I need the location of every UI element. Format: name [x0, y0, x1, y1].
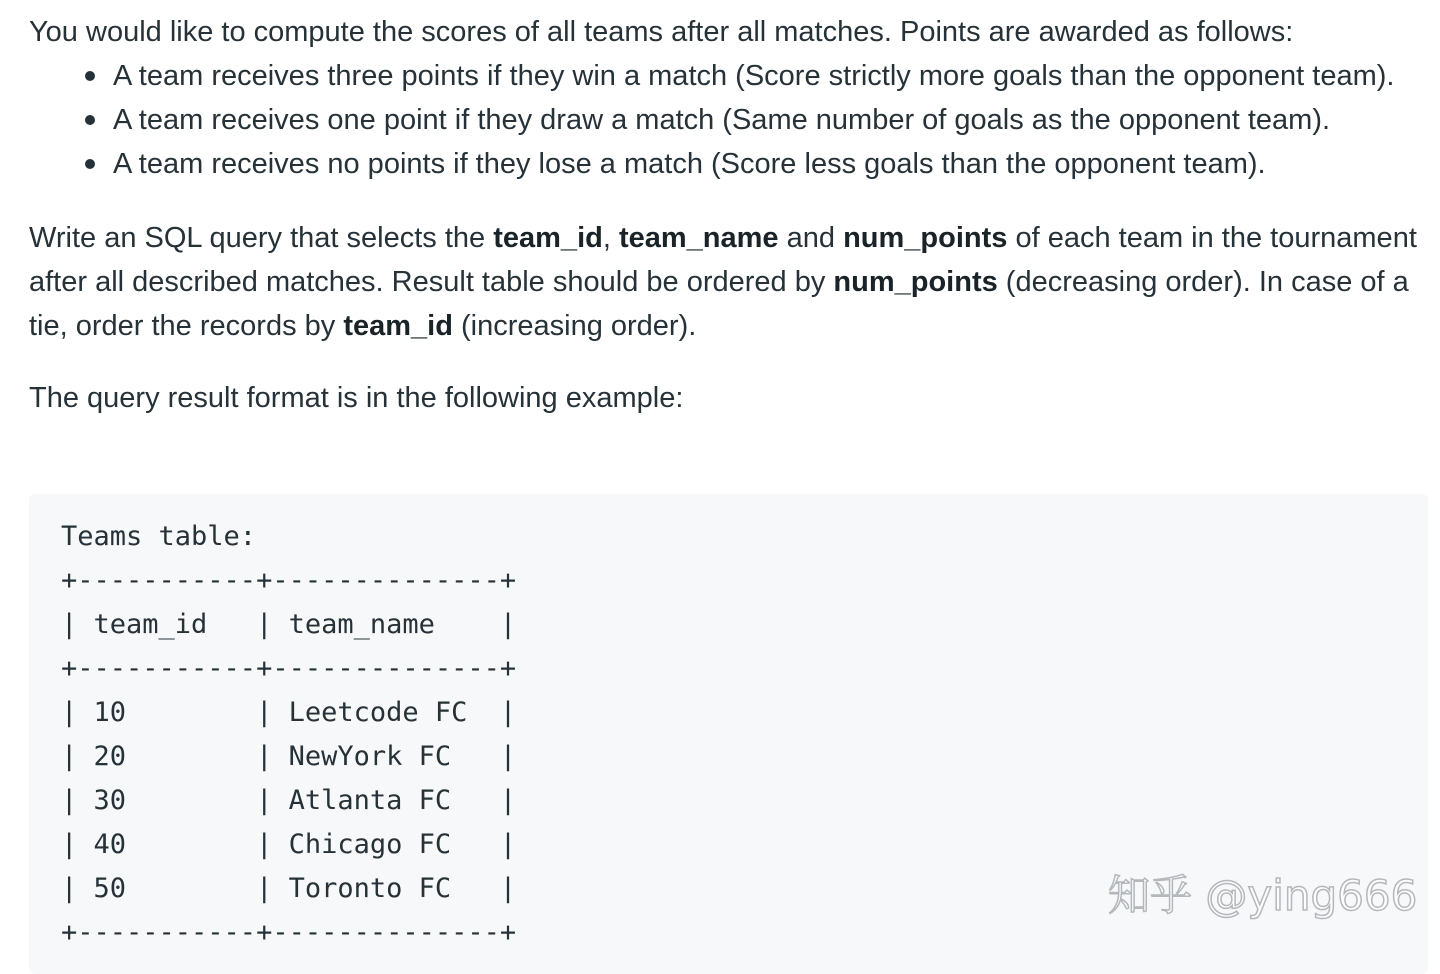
intro-text: You would like to compute the scores of all teams after all matches. Points are awarded as follows: — [29, 16, 1294, 48]
code-line-row: | 10 | Leetcode FC | — [61, 697, 517, 728]
format-text: The query result format is in the following example: — [29, 382, 684, 414]
query-text-4: of each team in the tournament after all described matches. Result table should be ordered by — [29, 222, 1417, 298]
query-bold-team-id-order: team_id — [343, 310, 453, 342]
code-line-row: | 30 | Atlanta FC | — [61, 785, 517, 816]
code-line-title: Teams table: — [61, 521, 257, 552]
query-text-6: (increasing order). — [452, 310, 697, 342]
query-bold-num-points-order: num_points — [833, 266, 998, 298]
rule-loss: A team receives no points if they lose a match (Score less goals than the opponent team). — [113, 142, 1429, 186]
query-bold-num-points: num_points — [843, 222, 1008, 254]
code-line-row: | 40 | Chicago FC | — [61, 829, 517, 860]
code-pre — [61, 515, 516, 955]
query-text-5: (decreasing order). In case of a tie, order the records by — [29, 266, 1409, 342]
code-line-row: | 20 | NewYork FC | — [61, 741, 517, 772]
scoring-rules-list — [29, 54, 1429, 186]
query-instructions — [29, 216, 1429, 348]
query-text-2: , — [602, 222, 619, 254]
rule-draw: A team receives one point if they draw a match (Same number of goals as the opponent team). — [113, 98, 1429, 142]
code-line-border-bottom: +-----------+--------------+ — [61, 917, 517, 948]
code-line-border-header: +-----------+--------------+ — [61, 653, 517, 684]
code-line-header: | team_id | team_name | — [61, 609, 517, 640]
query-text-1: Write an SQL query that selects the — [29, 222, 494, 254]
zhihu-watermark: 知乎 @ying666 — [1108, 871, 1418, 920]
rule-win: A team receives three points if they win a match (Score strictly more goals than the opponent team). — [113, 54, 1429, 98]
code-line-border-top: +-----------+--------------+ — [61, 565, 517, 596]
query-bold-team-id: team_id — [493, 222, 603, 254]
query-bold-team-name: team_name — [618, 222, 779, 254]
code-line-row: | 50 | Toronto FC | — [61, 873, 517, 904]
problem-description — [29, 10, 1429, 420]
query-text-3: and — [778, 222, 844, 254]
